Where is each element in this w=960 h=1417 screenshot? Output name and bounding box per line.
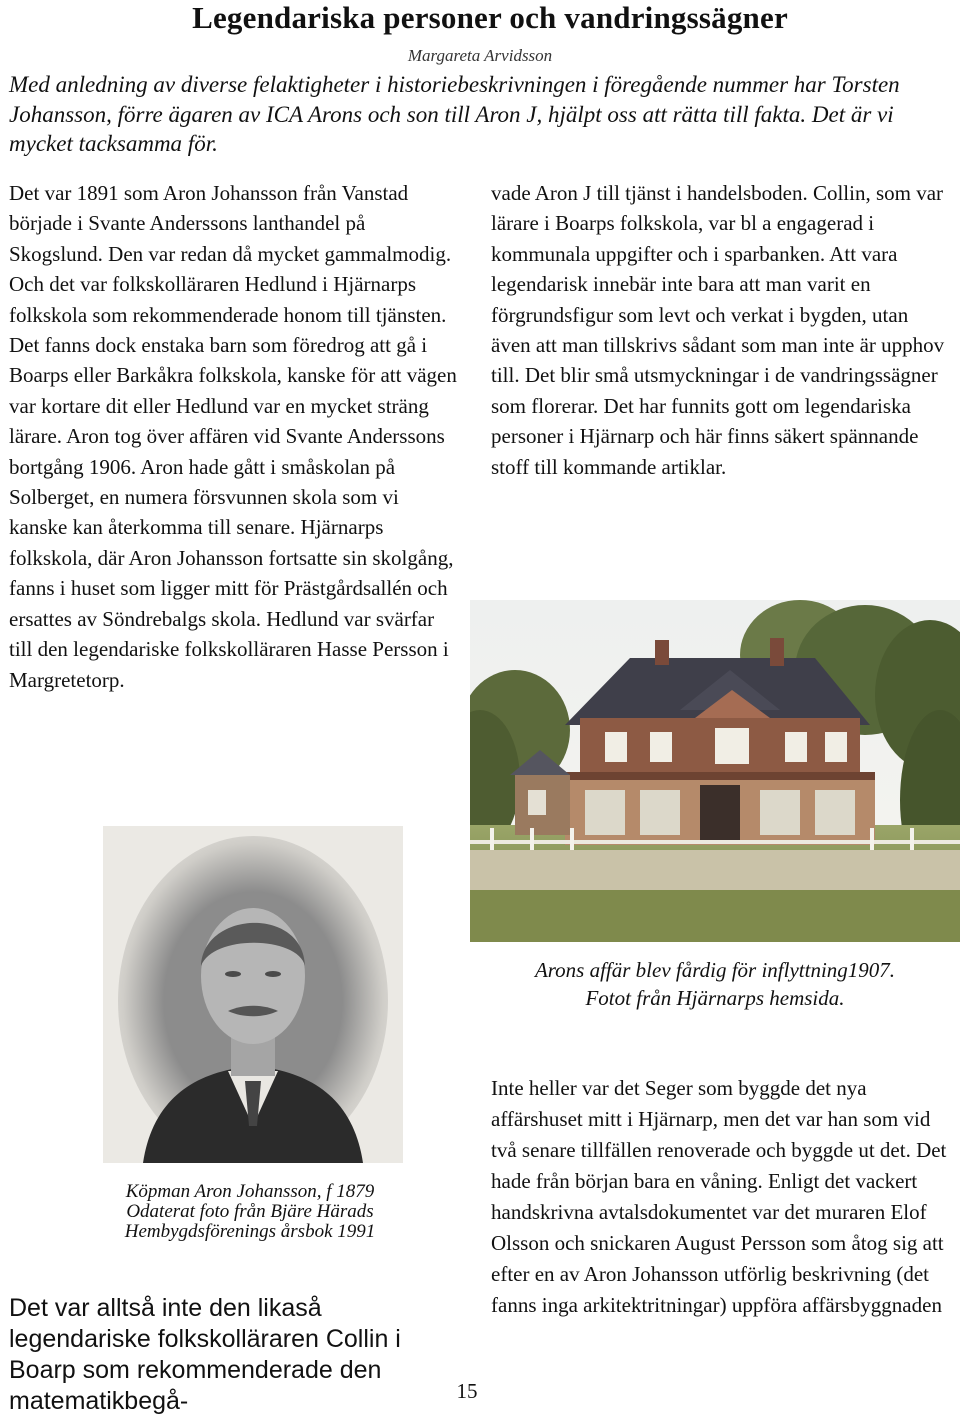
article-author: Margareta Arvidsson [407, 46, 553, 65]
bottom-left-text: Det var alltså inte den likaså legendariske folkskolläraren Collin i Boarp som rekommenderade den matematikbegå- [9, 1294, 401, 1415]
right-column-text: vade Aron J till tjänst i handelsboden. Collin, som var lärare i Boarps folkskola, var bl a engagerad i kommunala uppgifter och i sparbanken. Att vara legendarisk innebär inte bara att man varit en förgrundsfigur som levt och verkat i bygden, utan även att man tillskrivs sådant som man inte är upphov till. Det blir små utsmyckningar i de vandringssägner som florerar. Det har funnits gott om legendariska personer i Hjärnarp och här finns säkert spännande stoff till kommande artiklar. [491, 181, 945, 479]
portrait-caption-line2: Odaterat foto från Bjäre Härads [126, 1201, 374, 1222]
store-photo-caption-line1: Arons affär blev fårdig för inflyttning1907. [534, 958, 896, 982]
portrait-caption-line3: Hembygdsförenings årsbok 1991 [124, 1221, 376, 1242]
article-intro: Med anledning av diverse felaktigheter i historiebeskrivningen i föregående nummer har Torsten Johansson, förre ägaren av ICA Arons och son till Aron J, hjälpt oss att rätta till fakta. Det är vi mycket tacksamma för. [9, 72, 900, 156]
left-column-text: Det var 1891 som Aron Johansson från Vanstad började i Svante Anderssons lanthandel på Skogslund. Den var redan då mycket gammalmodig. Och det var folkskolläraren Hedlund i Hjärnarps folkskola som rekommenderade honom till tjänsten. Det fanns dock enstaka barn som föredrog att gå i Boarps eller Barkåkra folkskola, kanske för att vägen var kortare dit eller Hedlund var en mycket sträng lärare. Aron tog över affären vid Svante Anderssons bortgång 1906. Aron hade gått i småskolan på Solberget, en numera försvunnen skola som vi kanske kan återkomma till senare. Hjärnarps folkskola, där Aron Johansson fortsatte sin skolgång, fanns i huset som ligger mitt för Prästgårdsallén och ersattes av Söndrebalgs skola. Hedlund var svärfar till den legendariske folkskolläraren Hasse Persson i Margretetorp. [9, 181, 457, 692]
store-photo-caption [470, 956, 960, 1012]
store-building-photo [470, 600, 960, 942]
page-number: 15 [456, 1379, 478, 1403]
article-title: Legendariska personer och vandringssägner [192, 0, 788, 35]
portrait-caption-line1: Köpman Aron Johansson, f 1879 [125, 1181, 375, 1202]
portrait-caption [40, 1182, 460, 1242]
portrait-photo [103, 826, 403, 1163]
store-photo-caption-line2: Fotot från Hjärnarps hemsida. [585, 986, 845, 1010]
bottom-right-text: Inte heller var det Seger som byggde det nya affärshuset mitt i Hjärnarp, men det var han som vid två senare tillfällen renoverade och byggde ut det. Det hade från början bara en våning. Enligt det vackert handskrivna avtalsdokumentet var det muraren Elof Olsson och snickaren August Persson som åtog sig att efter en av Aron Johansson utförlig beskrivning (det fanns inga arkitektritningar) uppföra affärsbyggnaden [491, 1076, 947, 1317]
